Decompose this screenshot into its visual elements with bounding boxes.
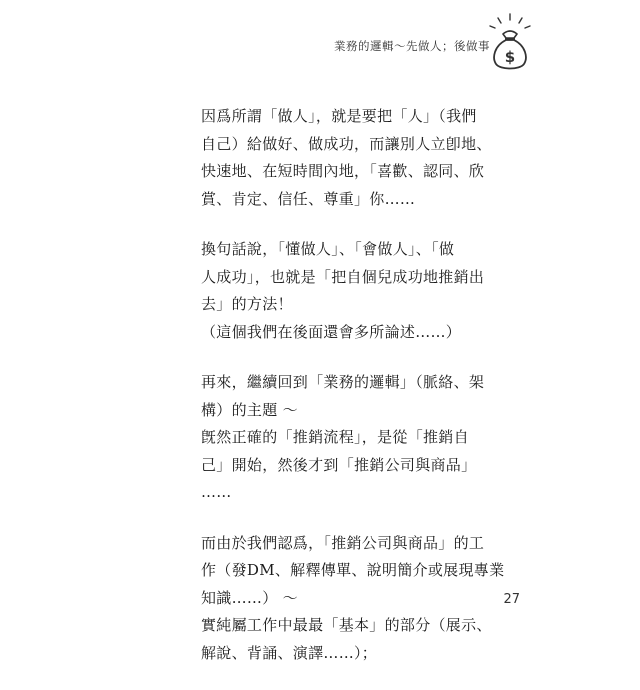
text-line: 人成功」，也就是「把自個兒成功地推銷出 — [201, 267, 485, 286]
text-line: 解說、背誦、演譯……）； — [201, 643, 378, 662]
page-number: 27 — [503, 592, 520, 607]
text-line: 去」的方法！ — [201, 295, 293, 313]
text-line: 旣然正確的「推銷流程」，是從「推銷自 — [201, 428, 469, 446]
paragraph — [201, 103, 492, 213]
text-line: 自己）給做好、做成功，而讓別人立卽地、 — [201, 134, 492, 153]
text-line: 換句話說，「懂做人」、「會做人」、「做 — [201, 240, 455, 258]
text-line: 作（發DM、解釋傳單、說明簡介或展現專業 — [201, 561, 505, 579]
money-bag-icon — [484, 12, 536, 74]
running-header-title: 業務的邏輯～先做人；後做事 — [334, 39, 490, 53]
text-line: 構）的主題 ～ — [201, 400, 298, 419]
paragraph — [201, 369, 485, 507]
paragraph — [201, 236, 485, 346]
text-line: 賞、肯定、信任、尊重」你…… — [201, 189, 416, 208]
text-line: 知識……） ～ — [201, 588, 298, 607]
text-line: 實純屬工作中最最「基本」的部分（展示、 — [201, 616, 492, 634]
text-line: 再來，繼續回到「業務的邏輯」（脈絡、架 — [201, 373, 485, 391]
paragraph — [201, 530, 505, 668]
text-line: …… — [201, 483, 232, 501]
body-text — [201, 103, 505, 690]
text-line: 而由於我們認爲，「推銷公司與商品」的工 — [201, 533, 485, 552]
text-line: 快速地、在短時間內地，「喜歡、認同、欣 — [201, 162, 485, 180]
text-line: 因爲所謂「做人」，就是要把「人」（我們 — [201, 107, 477, 125]
text-line: （這個我們在後面還會多所論述……） — [201, 322, 462, 341]
text-line: 己」開始，然後才到「推銷公司與商品」 — [201, 455, 477, 474]
svg-text:$: $ — [504, 48, 516, 66]
